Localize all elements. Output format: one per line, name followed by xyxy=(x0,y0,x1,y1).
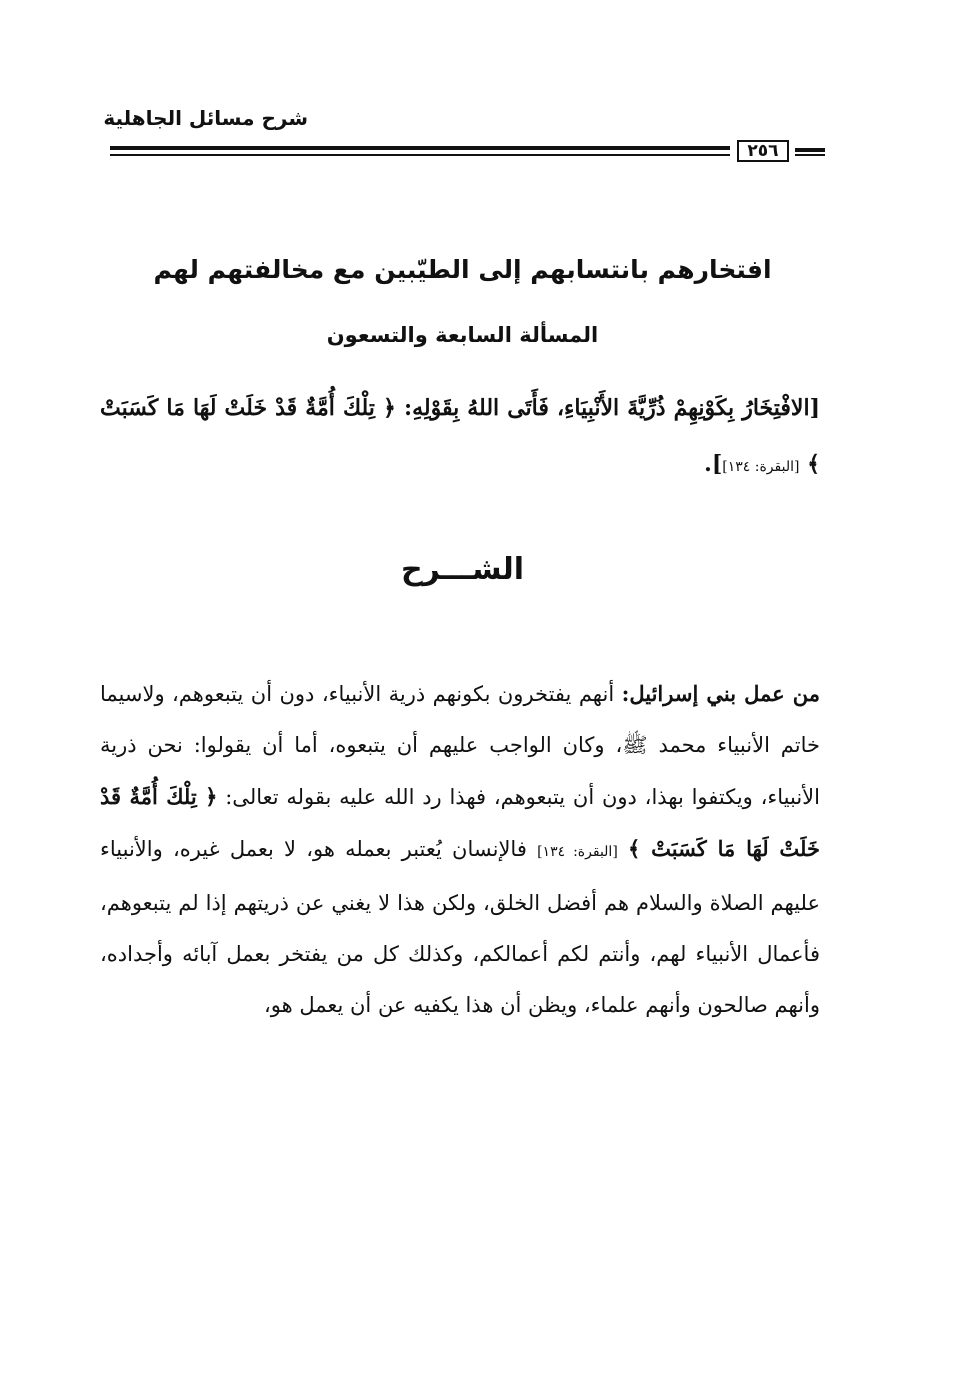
body-lead: من عمل بني إسرائيل: xyxy=(621,681,820,706)
chapter-title: افتخارهم بانتسابهم إلى الطيّبين مع مخالفتهم لهم xyxy=(153,255,772,284)
body-reference: [البقرة: ١٣٤] xyxy=(537,844,618,860)
header-rule-right-bottom xyxy=(795,154,825,156)
matn-paragraph xyxy=(100,380,820,495)
header-rule-thin xyxy=(110,154,730,156)
body-verse: ﴿ تِلْكَ أُمَّةٌ قَدْ خَلَتْ لَهَا مَا كَسَبَتْ ﴾ xyxy=(100,784,820,861)
matn-close: ]. xyxy=(704,451,723,477)
body-part2: فالإنسان يُعتبر بعمله هو، لا بعمل غيره، والأنبياء عليهم الصلاة والسلام هم أفضل الخلق، ولكن هذا لا يغني عن ذريتهم إذا لم يتبعوهم، فأعمال الأنبياء لهم، وأنتم لكم أعمالكم، وكذلك كل من يفتخر بعمل آبائه وأجداده، وأنهم صالحون وأنهم علماء، ويظن أن هذا يكفيه عن أن يعمل هو، xyxy=(100,837,820,1017)
page-number: ٢٥٦ xyxy=(737,140,789,162)
matn-verse: ﴿ تِلْكَ أُمَّةٌ قَدْ خَلَتْ لَهَا مَا كَسَبَتْ ﴾ xyxy=(100,395,820,477)
body-paragraph xyxy=(100,668,820,1031)
matn-open-bracket: [ xyxy=(809,395,820,421)
header-rule-thick xyxy=(110,146,730,150)
section-heading: الشـــرح xyxy=(400,552,525,587)
issue-title: المسألة السابعة والتسعون xyxy=(326,323,599,347)
body-part1: أنهم يفتخرون بكونهم ذرية الأنبياء، دون أن يتبعوهم، ولاسيما خاتم الأنبياء محمد ﷺ، وكان الواجب عليهم أن يتبعوه، أما أن يقولوا: نحن ذرية الأنبياء، ويكتفوا بهذا، دون أن يتبعوهم، فهذا رد الله عليه بقوله تعالى: xyxy=(100,682,820,809)
running-title: شرح مسائل الجاهلية xyxy=(103,106,308,130)
matn-reference: [البقرة: ١٣٤] xyxy=(722,459,800,475)
header-rule-right-top xyxy=(795,148,825,152)
matn-text: الافْتِخَارُ بِكَوْنِهِمْ ذُرِّيَّةَ الأَنْبِيَاءِ، فَأَتَى اللهُ بِقَوْلِهِ: xyxy=(403,395,810,421)
